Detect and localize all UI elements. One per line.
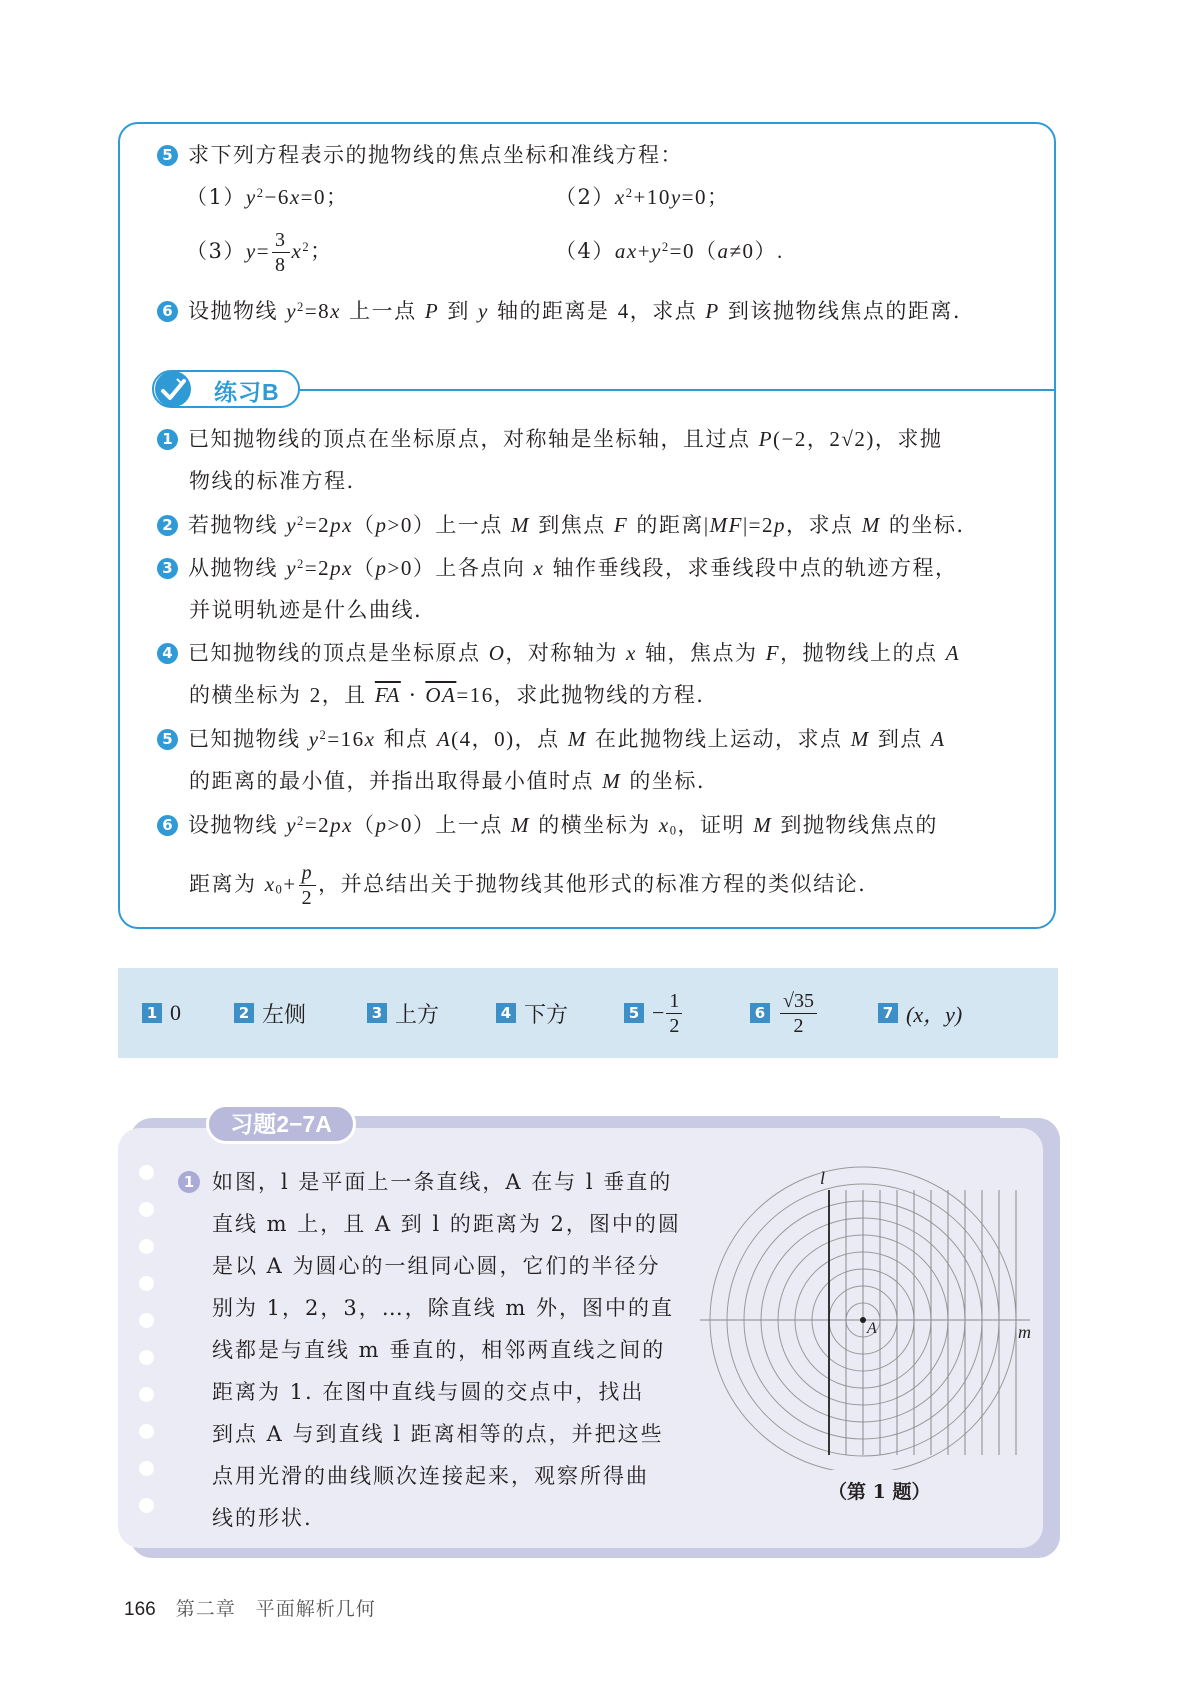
chapter-title: 第二章 平面解析几何 xyxy=(175,1598,376,1620)
figure-label-l: l xyxy=(820,1168,826,1188)
practice-a-q5-part1: $(1)y^2-6x=0$； xyxy=(186,185,349,209)
answer-number: 4 xyxy=(496,1003,516,1023)
page-footer xyxy=(124,1594,376,1621)
answer-6: 6 $\frac{√35}{2}$ xyxy=(750,968,819,1058)
answer-3: 3 上方 xyxy=(367,968,439,1058)
practice-a-q6: 6 设抛物线 $y^2=8x$ 上一点 P 到 y 轴的距离是 4，求点 P 到该抛物线焦点的距离. xyxy=(157,297,961,325)
practice-a-q5-part2: $(2)x^2+10y=0$； xyxy=(555,185,730,209)
exercise-line: 别为 1，2，3，…，除直线 m 外，图中的直 xyxy=(212,1296,675,1320)
question-number: 2 xyxy=(157,515,178,536)
binder-hole xyxy=(139,1350,154,1365)
figure-caption: （第 1 题） xyxy=(828,1481,931,1503)
practice-b-q5-cont: 的距离的最小值，并指出取得最小值时点 M 的坐标. xyxy=(189,769,706,793)
answer-number: 3 xyxy=(367,1003,387,1023)
question-number: 6 xyxy=(157,301,178,322)
practice-b-q5: 5 已知抛物线 $y^2=16x$ 和点 A(4，0)，点 M 在此抛物线上运动，求点 M 到点 A xyxy=(157,725,945,753)
page-number: 166 xyxy=(124,1599,156,1620)
question-number: 6 xyxy=(157,815,178,836)
practice-b-q3: 3 从抛物线 $y^2=2px(p>0)$上各点向 x 轴作垂线段，求垂线段中点的轨迹方程， xyxy=(157,554,958,582)
binder-hole xyxy=(139,1461,154,1476)
exercise-line: 线都是与直线 m 垂直的，相邻两直线之间的 xyxy=(212,1338,666,1362)
section-title: 练习B xyxy=(214,379,280,405)
practice-b-q3-cont: 并说明轨迹是什么曲线. xyxy=(189,598,423,622)
practice-a-q5-part4: $(4)ax+y^2=0(a\ne 0)$. xyxy=(555,239,784,263)
binder-hole xyxy=(139,1313,154,1328)
answer-7: 7 (x，y) xyxy=(878,968,962,1058)
exercise-line: 直线 m 上，且 A 到 l 的距离为 2，图中的圆 xyxy=(212,1212,681,1236)
answer-number: 1 xyxy=(142,1003,162,1023)
practice-b-q6: 6 设抛物线 $y^2=2px(p>0)$上一点 M 的横坐标为 $x_0$，证明 M 到抛物线焦点的 xyxy=(157,811,938,839)
answer-5: 5 − $\frac{1}{2}$ xyxy=(624,968,684,1058)
answer-1: 1 0 xyxy=(142,968,181,1058)
answer-number: 7 xyxy=(878,1003,898,1023)
binder-hole xyxy=(139,1498,154,1513)
question-number: 3 xyxy=(157,558,178,579)
exercise-line: 1 如图，l 是平面上一条直线，A 在与 l 垂直的 xyxy=(178,1168,672,1196)
practice-b-q4-cont: 的横坐标为 2，且 $\overline{FA} \cdot \overline{OA}=16$，求此抛物线的方程. xyxy=(189,683,705,707)
exercise-line: 点用光滑的曲线顺次连接起来，观察所得曲 xyxy=(212,1464,649,1488)
pencil-check-icon xyxy=(155,371,191,407)
exercise-line: 距离为 1. 在图中直线与圆的交点中，找出 xyxy=(212,1380,645,1404)
answer-band xyxy=(118,968,1058,1058)
figure-label-a: A xyxy=(867,1320,877,1337)
binder-hole xyxy=(139,1387,154,1402)
binder-hole xyxy=(139,1202,154,1217)
question-number: 5 xyxy=(157,729,178,750)
answer-number: 6 xyxy=(750,1003,770,1023)
question-number: 5 xyxy=(157,145,178,166)
exercise-title: 习题2−7A xyxy=(206,1104,356,1144)
exercise-line: 线的形状. xyxy=(212,1506,313,1530)
binder-hole xyxy=(139,1276,154,1291)
practice-b-q2: 2 若抛物线 $y^2=2px(p>0)$上一点 M 到焦点 F 的距离|MF|=2p，求点 M 的坐标. xyxy=(157,511,965,539)
answer-number: 2 xyxy=(234,1003,254,1023)
practice-b-q1: 1 已知抛物线的顶点在坐标原点，对称轴是坐标轴，且过点 P(−2，2√2)，求抛 xyxy=(157,425,942,453)
practice-b-q6-cont: 距离为 $x_0+$ $\frac{p}{2}$ ，并总结出关于抛物线其他形式的标准方程的类似结论. xyxy=(189,862,867,909)
binder-hole xyxy=(139,1165,154,1180)
answer-number: 5 xyxy=(624,1003,644,1023)
answer-4: 4 下方 xyxy=(496,968,568,1058)
question-number: 4 xyxy=(157,643,178,664)
answer-2: 2 左侧 xyxy=(234,968,306,1058)
binder-hole xyxy=(139,1239,154,1254)
exercise-line: 是以 A 为圆心的一组同心圆，它们的半径分 xyxy=(212,1254,661,1278)
practice-b-q4: 4 已知抛物线的顶点是坐标原点 O，对称轴为 x 轴，焦点为 F，抛物线上的点 A xyxy=(157,639,960,667)
exercise-number: 1 xyxy=(178,1171,200,1193)
practice-a-q5: 5 求下列方程表示的抛物线的焦点坐标和准线方程： xyxy=(157,141,683,169)
practice-a-q5-part3: （3）y= $\frac{3}{8}$ $x^2$； xyxy=(186,229,333,276)
exercise-line: 到点 A 与到直线 l 距离相等的点，并把这些 xyxy=(212,1422,664,1446)
practice-b-q1-cont: 物线的标准方程. xyxy=(189,469,355,493)
figure-label-m: m xyxy=(1018,1322,1031,1342)
section-divider xyxy=(270,389,1056,391)
binder-hole xyxy=(139,1424,154,1439)
concentric-circles-figure xyxy=(700,1160,1040,1474)
question-number: 1 xyxy=(157,429,178,450)
